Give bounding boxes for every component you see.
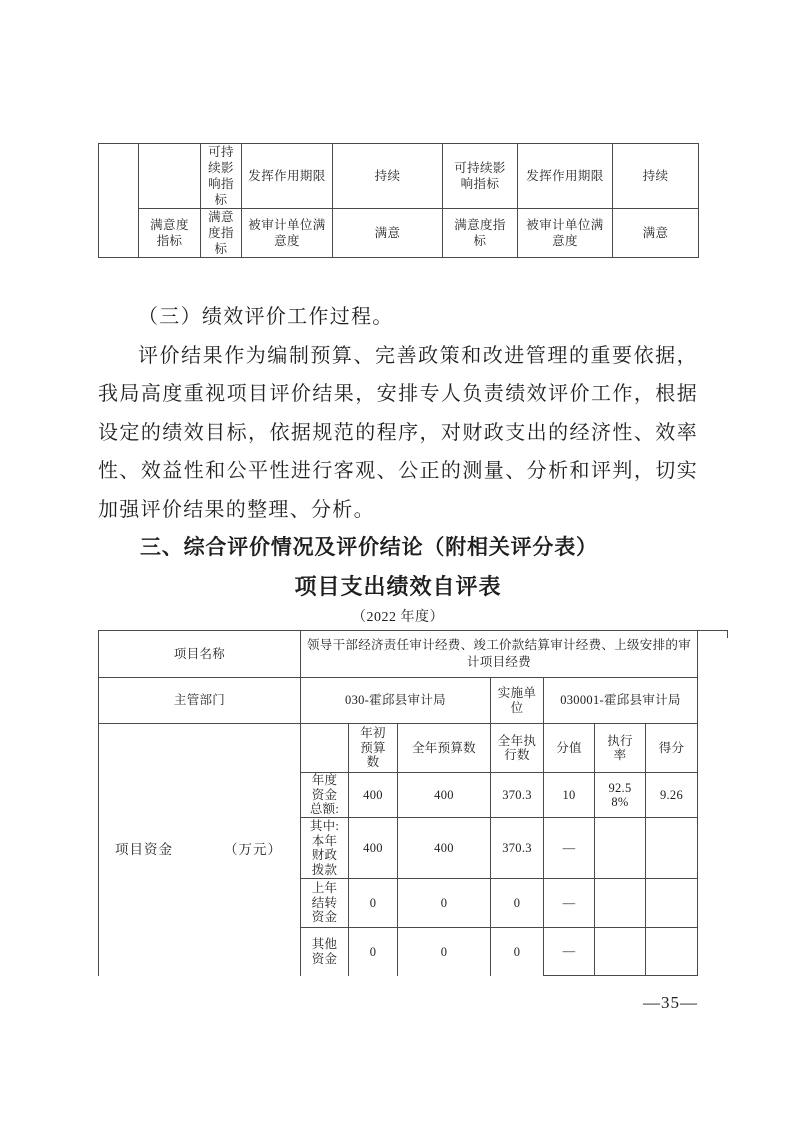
cell-points: — (544, 928, 595, 976)
column-header-points: 分值 (544, 724, 595, 773)
table-cell: 满意度指标 (443, 209, 518, 258)
table-row (99, 209, 699, 258)
cell-execution-rate (595, 928, 646, 976)
cell-score (646, 818, 698, 879)
table-title: 项目支出绩效自评表 (294, 573, 502, 599)
funds-unit: （万元） (224, 841, 282, 857)
body-paragraph: 评价结果作为编制预算、完善政策和改进管理的重要依据，我局高度重视项目评价结果，安排专人负责绩效评价工作，根据设定的绩效目标，依据规范的程序，对财政支出的经济性、效率性、效益性和公平性进行客观、公正的测量、分析和评判，切实加强评价结果的整理、分析。 (98, 344, 698, 521)
column-header-executed: 全年执行数 (491, 724, 544, 773)
cell-execution-rate (595, 818, 646, 879)
table-cell: 可持续影响指标 (443, 144, 518, 209)
cell-annual-budget: 400 (398, 773, 491, 818)
table-cell: 满意度指标 (139, 209, 201, 258)
cell-initial-budget: 400 (349, 818, 398, 879)
cell-initial-budget: 400 (349, 773, 398, 818)
self-eval-table (98, 630, 698, 976)
table-row (99, 724, 698, 773)
column-header-annual-budget: 全年预算数 (398, 724, 491, 773)
table-border-artifact (697, 630, 728, 638)
table-cell: 被审计单位满意度 (242, 209, 333, 258)
table-cell: 持续 (613, 144, 699, 209)
implement-unit-value: 030001-霍邱县审计局 (544, 678, 698, 724)
table-row (99, 678, 698, 724)
section-heading: 三、综合评价情况及评价结论（附相关评分表） (140, 536, 598, 559)
department-value: 030-霍邱县审计局 (301, 678, 491, 724)
table-cell: 发挥作用期限 (242, 144, 333, 209)
project-name-value: 领导干部经济责任审计经费、竣工价款结算审计经费、上级安排的审计项目经费 (301, 631, 698, 678)
cell-execution-rate (595, 879, 646, 928)
cell-score: 9.26 (646, 773, 698, 818)
indicator-table-continued (98, 143, 699, 258)
project-funds-cell (99, 724, 301, 976)
table-cell-blank (301, 724, 349, 773)
cell-score (646, 879, 698, 928)
cell-executed: 0 (491, 928, 544, 976)
column-header-score: 得分 (646, 724, 698, 773)
cell-executed: 370.3 (491, 773, 544, 818)
table-cell (139, 144, 201, 209)
column-header-execution-rate: 执行率 (595, 724, 646, 773)
cell-score (646, 928, 698, 976)
cell-executed: 0 (491, 879, 544, 928)
row-label: 上年结转资金 (301, 879, 349, 928)
row-label: 年度资金总额: (301, 773, 349, 818)
sub-heading: （三）绩效评价工作过程。 (138, 306, 394, 328)
table-cell: 发挥作用期限 (518, 144, 613, 209)
table-cell: 被审计单位满意度 (518, 209, 613, 258)
project-name-label: 项目名称 (99, 631, 301, 678)
table-cell: 满意度指标 (201, 209, 242, 258)
table-subtitle: （2022 年度） (352, 609, 444, 625)
table-cell: 满意 (613, 209, 699, 258)
column-header-initial-budget: 年初预算数 (349, 724, 398, 773)
table-cell: 持续 (333, 144, 443, 209)
cell-initial-budget: 0 (349, 928, 398, 976)
cell-execution-rate: 92.58% (595, 773, 646, 818)
implement-unit-label: 实施单位 (491, 678, 544, 724)
cell-annual-budget: 0 (398, 879, 491, 928)
cell-points: 10 (544, 773, 595, 818)
cell-annual-budget: 400 (398, 818, 491, 879)
table-cell-category (99, 144, 139, 258)
cell-initial-budget: 0 (349, 879, 398, 928)
table-row (99, 631, 698, 678)
cell-points: — (544, 818, 595, 879)
table-row (99, 144, 699, 209)
row-label: 其他资金 (301, 928, 349, 976)
cell-executed: 370.3 (491, 818, 544, 879)
cell-annual-budget: 0 (398, 928, 491, 976)
table-cell: 满意 (333, 209, 443, 258)
page-number: —35— (643, 993, 698, 1012)
row-label: 其中:本年财政拨款 (301, 818, 349, 879)
table-cell: 可持续影响指标 (201, 144, 242, 209)
cell-points: — (544, 879, 595, 928)
department-label: 主管部门 (99, 678, 301, 724)
body-text-block (98, 298, 698, 630)
funds-label: 项目资金 (115, 841, 173, 857)
